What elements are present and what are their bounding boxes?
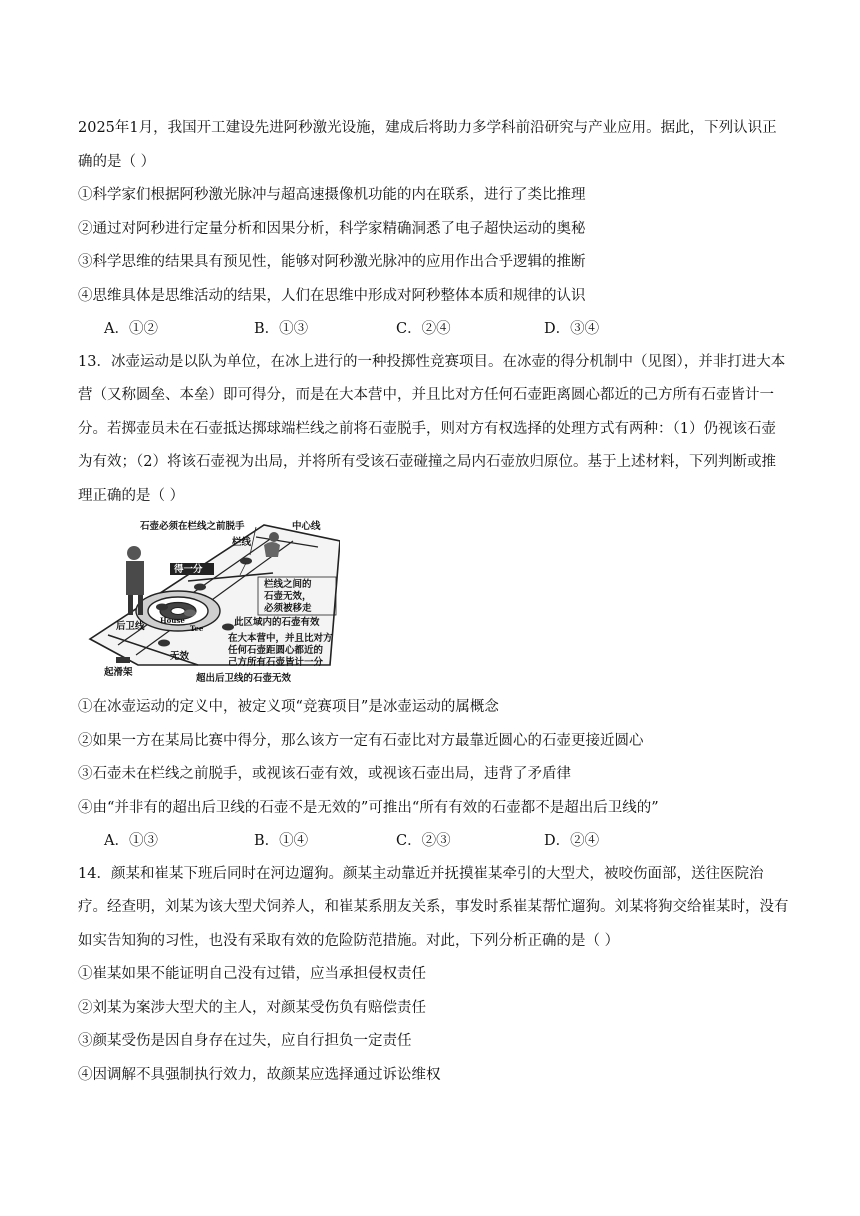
q12-options bbox=[78, 319, 790, 339]
label-release-before-hog: 石壶必须在栏线之前脱手 bbox=[140, 521, 245, 532]
label-back-line: 后卫线 bbox=[116, 621, 145, 632]
q12-option-d[interactable]: D．③④ bbox=[544, 321, 600, 337]
q12-item-1: ①科学家们根据阿秒激光脉冲与超高速摄像机功能的内在联系，进行了类比推理 bbox=[78, 187, 586, 203]
q13-options bbox=[78, 831, 790, 851]
label-between-lines bbox=[264, 579, 312, 615]
q13-item-4: ④由“并非有的超出后卫线的石壶不是无效的”可推出“所有有效的石壶都不是超出后卫线的” bbox=[78, 799, 659, 816]
q13-stem: 13．冰壶运动是以队为单位，在冰上进行的一种投掷性竞赛项目。在冰壶的得分机制中（见图），并非打进大本营（又称圆垒、本垒）即可得分，而是在大本营中，并且比对方任何石壶距离圆心都近的己方所有石壶皆计一分。若掷壶员未在石壶抵达掷球端栏线之前将石壶脱手，则对方有权选择的处理方式有两种：（1）仍视该石壶为有效；（2）将该石壶视为出局，并将所有受该石壶碰撞之局内石壶放归原位。基于上述材料，下列判断或推理正确的是（ ） bbox=[78, 353, 786, 504]
q12-item-2: ②通过对阿秒进行定量分析和因果分析，科学家精确洞悉了电子超快运动的奥秘 bbox=[78, 220, 586, 237]
label-hog-line: 栏线 bbox=[232, 537, 252, 548]
q12-option-a[interactable]: A．①② bbox=[104, 321, 158, 337]
label-between-lines-3: 必须被移走 bbox=[264, 603, 312, 614]
q12-option-b[interactable]: B．①③ bbox=[254, 321, 309, 337]
curling-diagram bbox=[78, 515, 340, 683]
label-beyond-back-line: 超出后卫线的石壶无效 bbox=[196, 673, 292, 684]
label-invalid: 无效 bbox=[170, 651, 190, 662]
label-score-one: 得一分 bbox=[174, 564, 203, 575]
q12-item-3: ③科学思维的结果具有预见性，能够对阿秒激光脉冲的应用作出合乎逻辑的推断 bbox=[78, 254, 586, 270]
label-center-line: 中心线 bbox=[292, 521, 321, 532]
label-between-lines-1: 栏线之间的 bbox=[264, 579, 312, 590]
q12-item-4: ④思维具体是思维活动的结果，人们在思维中形成对阿秒整体本质和规律的认识 bbox=[78, 287, 586, 304]
label-house: House bbox=[160, 616, 185, 625]
q13-item-1: ①在冰壶运动的定义中，被定义项“竞赛项目”是冰壶运动的属概念 bbox=[78, 699, 499, 715]
q14-item-3: ③颜某受伤是因自身存在过失，应自行担负一定责任 bbox=[78, 1033, 412, 1049]
q12-option-c[interactable]: C．②④ bbox=[396, 321, 451, 337]
exam-page bbox=[78, 112, 790, 1098]
q13-option-c[interactable]: C．②③ bbox=[396, 833, 451, 849]
q13-item-3: ③石壶未在栏线之前脱手，或视该石壶有效，或视该石壶出局，违背了矛盾律 bbox=[78, 766, 571, 782]
q13-option-b[interactable]: B．①④ bbox=[254, 833, 309, 849]
label-valid-zone: 此区域内的石壶有效 bbox=[234, 617, 320, 628]
q14-stem: 14．颜某和崔某下班后同时在河边遛狗。颜某主动靠近并抚摸崔某牵引的大型犬，被咬伤面部，送往医院治疗。经查明，刘某为该大型犬饲养人，和崔某系朋友关系，事发时系崔某帮忙遛狗。刘某将狗交给崔某时，没有如实告知狗的习性，也没有采取有效的危险防范措施。对此，下列分析正确的是（ ） bbox=[78, 865, 789, 949]
label-between-lines-2: 石壶无效， bbox=[264, 591, 312, 602]
q13-option-a[interactable]: A．①③ bbox=[104, 833, 158, 849]
q14-item-1: ①崔某如果不能证明自己没有过错，应当承担侵权责任 bbox=[78, 966, 426, 982]
q12-stem: 2025年1月，我国开工建设先进阿秒激光设施，建成后将助力多学科前沿研究与产业应用。据此，下列认识正确的是（ ） bbox=[78, 120, 777, 170]
q14-item-2: ②刘某为案涉大型犬的主人，对颜某受伤负有赔偿责任 bbox=[78, 999, 426, 1016]
label-scoring-rule-2: 任何石壶距圆心都近的 bbox=[228, 645, 324, 656]
label-hack: 起滑架 bbox=[104, 667, 133, 678]
q13-option-d[interactable]: D．②④ bbox=[544, 833, 600, 849]
q13-item-2: ②如果一方在某局比赛中得分，那么该方一定有石壶比对方最靠近圆心的石壶更接近圆心 bbox=[78, 732, 644, 749]
label-scoring-rule bbox=[228, 633, 333, 669]
label-tee: Tee bbox=[190, 624, 204, 633]
q14-item-4: ④因调解不具强制执行效力，故颜某应选择通过诉讼维权 bbox=[78, 1066, 441, 1083]
label-scoring-rule-1: 在大本营中，并且比对方 bbox=[228, 633, 333, 644]
label-scoring-rule-3: 己方所有石壶皆计一分 bbox=[228, 657, 324, 668]
